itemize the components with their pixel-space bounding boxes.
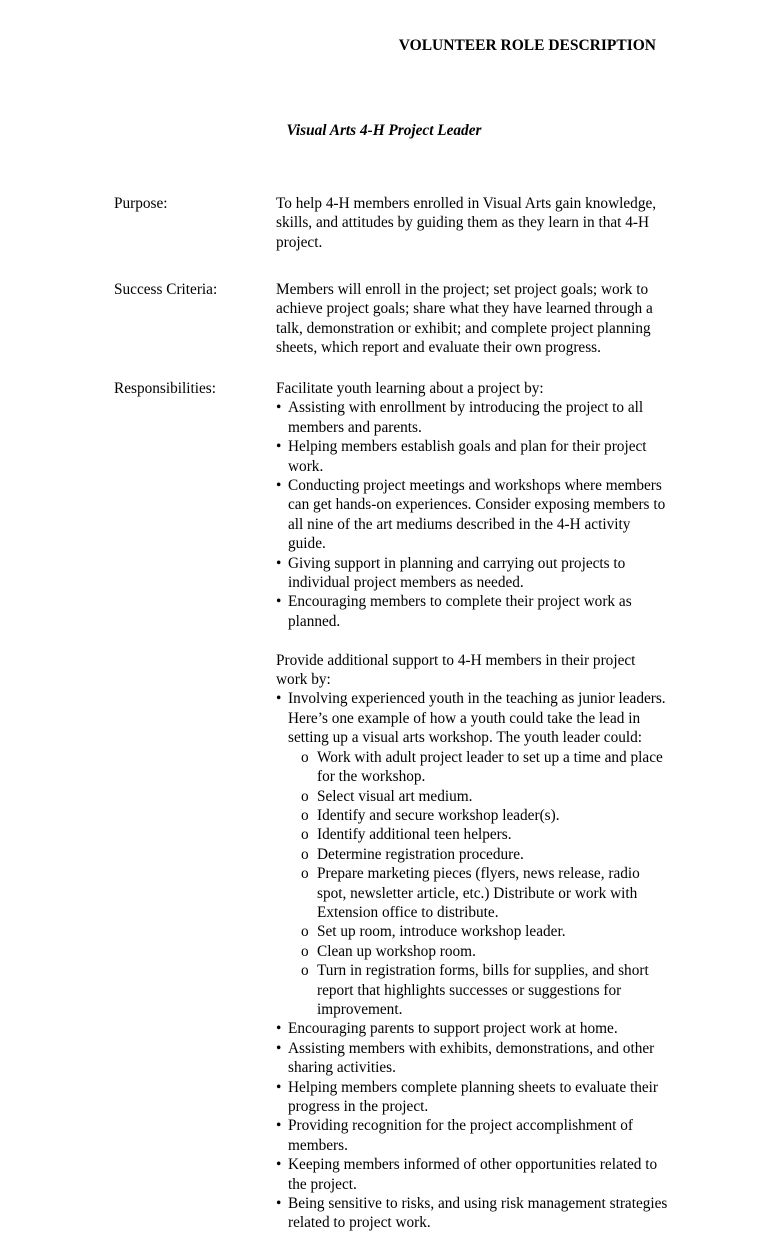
sublist-item: o Work with adult project leader to set up a time and place for the workshop. [301,748,668,787]
list-item: • Giving support in planning and carrying out projects to individual project members as needed. [276,554,668,593]
sublist-item: o Clean up workshop room. [301,942,668,961]
responsibilities-section [276,379,668,1233]
success-criteria-text: Members will enroll in the project; set project goals; work to achieve project goals; share what they have learned through a talk, demonstration or exhibit; and complete project planning sheets, which report and evaluate their own progress. [276,281,653,357]
success-criteria-label: Success Criteria: [114,281,218,298]
list-item-text: Involving experienced youth in the teaching as junior leaders. Here’s one example of how a youth could take the lead in setting up a visual arts workshop. The youth leader could: [288,690,666,747]
sublist-item: o Determine registration procedure. [301,845,668,864]
document-title: Visual Arts 4-H Project Leader [286,122,482,139]
responsibilities-list-2 [276,689,668,1232]
list-item: • Helping members establish goals and plan for their project work. [276,437,668,476]
purpose-text: To help 4-H members enrolled in Visual Arts gain knowledge, skills, and attitudes by guiding them as they learn in that 4-H project. [276,195,657,251]
list-item [276,689,668,1019]
list-item: • Keeping members informed of other opportunities related to the project. [276,1155,668,1194]
sublist-item: o Prepare marketing pieces (flyers, news release, radio spot, newsletter article, etc.) Distribute or work with Extension office to distribute. [301,864,668,922]
responsibilities-intro-1: Facilitate youth learning about a project by: [276,380,544,397]
youth-leader-sublist [301,748,668,1020]
sublist-item: o Set up room, introduce workshop leader. [301,922,668,941]
purpose-label: Purpose: [114,195,168,212]
sublist-item: o Select visual art medium. [301,787,668,806]
list-item: • Encouraging parents to support project work at home. [276,1019,668,1038]
sublist-item: o Identify and secure workshop leader(s). [301,806,668,825]
responsibilities-intro-2: Provide additional support to 4-H members in their project work by: [276,651,636,689]
list-item: • Assisting with enrollment by introducing the project to all members and parents. [276,398,668,437]
list-item: • Encouraging members to complete their project work as planned. [276,592,668,631]
document-header: VOLUNTEER ROLE DESCRIPTION [398,37,656,54]
list-item: • Being sensitive to risks, and using risk management strategies related to project work. [276,1194,668,1233]
responsibilities-list-1 [276,398,668,631]
sublist-item: o Turn in registration forms, bills for supplies, and short report that highlights successes or suggestions for improvement. [301,961,668,1019]
list-item: • Conducting project meetings and workshops where members can get hands-on experiences. Consider exposing members to all nine of the art mediums described in the 4-H activity guide. [276,476,668,554]
list-item: • Helping members complete planning sheets to evaluate their progress in the project. [276,1078,668,1117]
responsibilities-label: Responsibilities: [114,380,216,397]
list-item: • Providing recognition for the project accomplishment of members. [276,1116,668,1155]
sublist-item: o Identify additional teen helpers. [301,825,668,844]
list-item: • Assisting members with exhibits, demonstrations, and other sharing activities. [276,1039,668,1078]
